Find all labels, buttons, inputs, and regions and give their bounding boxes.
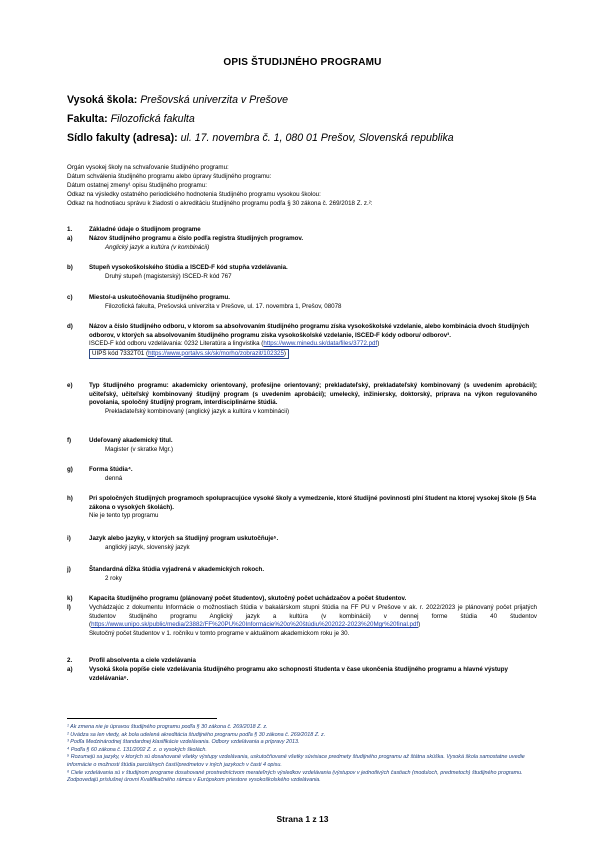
seat-line <box>67 132 454 144</box>
meta-line: Dátum ostatnej zmeny¹ opisu študijného programu: <box>67 182 207 189</box>
page-title: OPIS ŠTUDIJNÉHO PROGRAMU <box>223 57 382 68</box>
item-title: Jazyk alebo jazyky, v ktorých sa študijný program uskutočňuje⁵. <box>89 535 279 542</box>
capacity-close: ) <box>418 621 421 629</box>
seat-label: Sídlo fakulty (adresa): <box>67 132 181 144</box>
item-title: Miesto/-a uskutočňovania študijného programu. <box>89 294 230 301</box>
item-f <box>67 437 537 454</box>
section-title: Profil absolventa a ciele vzdelávania <box>89 657 196 664</box>
item-letter: d) <box>67 323 73 330</box>
meta-line: Dátum schválenia študijného programu alebo úpravy študijného programu: <box>67 173 272 180</box>
item-letter: c) <box>67 294 73 301</box>
item-letter: a) <box>67 235 73 242</box>
faculty-line <box>67 113 195 125</box>
item-k <box>67 595 537 604</box>
school-value: Prešovská univerzita v Prešove <box>140 94 289 106</box>
item-letter: j) <box>67 566 71 573</box>
item-title: Typ študijného programu: akademicky orientovaný, profesijne orientovaný; prekladateľský, prekladateľský kombinovaný (s uvedením aprobácií); učiteľský, učiteľský kombinovaný študijný program (s uvedením aprobácií); umelecký, inžiniersky, doktorský, príprava na výkon regulovaného povolania, spoločný študijný program, interdisciplinárne štúdiá. <box>89 382 537 407</box>
footnotes <box>67 724 547 785</box>
section-number: 1. <box>67 226 73 233</box>
item-letter: b) <box>67 264 73 271</box>
item-value: denná <box>105 474 123 482</box>
item-a <box>67 235 537 252</box>
item-title: Forma štúdia⁴. <box>89 466 133 473</box>
item-value: 2 roky <box>105 574 122 582</box>
item-e <box>67 382 537 416</box>
item-2a <box>67 666 537 683</box>
item-title: Názov a číslo študijného odboru, v ktorom sa absolvovaním študijného programu získa vysokoškolské vzdelanie, alebo kombinácia dvoch študijných odborov, v ktorých sa absolvovaním študijného programu získa vysokoškolské vzdelanie, ISCED-F kódy odboru/ odborov³. <box>89 323 530 339</box>
item-value: Druhý stupeň (magisterský) ISCED-R kód 767 <box>105 272 232 280</box>
school-label: Vysoká škola: <box>67 94 141 106</box>
item-letter: k) <box>67 595 73 602</box>
item-l <box>67 604 537 638</box>
footnote-divider <box>67 718 217 719</box>
item-value: Prekladateľský kombinovaný (anglický jazyk a kultúra v kombinácii) <box>105 407 290 415</box>
footnote: ⁵ Rozumejú sa jazyky, v ktorých sú dosahované všetky výstupy vzdelávania, uskutočňované všetky súvisiace predmety študijného programu až štátna skúška. Vysoká škola samostatne uvedie informácie o možnosti štúdia parciálnych častí/predmetov v iných jazykoch v časti 4 opisu. <box>67 754 525 768</box>
item-title: Kapacita študijného programu (plánovaný počet študentov), skutočný počet uchádzačov a počet študentov. <box>89 595 407 602</box>
capacity-text <box>89 604 537 630</box>
item-i <box>67 535 537 552</box>
meta-line: Orgán vysokej školy na schvaľovanie študijného programu: <box>67 164 229 171</box>
footnote: ² Uvádza sa len vtedy, ak bola udelená akreditácia študijného programu podľa § 30 zákona č. 269/2018 Z. z. <box>67 731 326 738</box>
item-value: Nie je tento typ programu <box>89 512 159 520</box>
school-line <box>67 94 288 106</box>
item-title: Štandardná dĺžka štúdia vyjadrená v akademických rokoch. <box>89 566 265 573</box>
uips-text: UIPŠ kód 7332T01 ( <box>92 349 149 357</box>
capacity-paragraph: Vychádzajúc z dokumentu Informácie o možnostiach štúdia v bakalárskom stupni štúdia na FF PU v Prešove v ak. r. 2022/2023 je plánovaný počet prijatých študentov študijného programu Anglický jazyk a kultúra (v kombinácii) v dennej forme štúdia 40 študentov ( <box>89 604 537 629</box>
section-2-heading <box>67 657 537 666</box>
page-number: Strana 1 z 13 <box>276 814 329 824</box>
item-h <box>67 495 537 521</box>
meta-line: Odkaz na výsledky ostatného periodického hodnotenia študijného programu vysokou školou: <box>67 191 321 198</box>
uips-line <box>89 349 537 360</box>
item-title: Stupeň vysokoškolského štúdia a ISCED-F kód stupňa vzdelávania. <box>89 264 288 271</box>
item-c <box>67 294 537 311</box>
item-title: Pri spoločných študijných programoch spolupracujúce vysoké školy a vymedzenie, ktoré študijné povinnosti plní študent na ktorej vysokej škole (§ 54a zákona o vysokých školách). <box>89 495 537 511</box>
item-letter: e) <box>67 382 73 389</box>
item-letter: f) <box>67 437 72 444</box>
meta-block <box>67 163 373 208</box>
section-1-heading <box>67 226 537 235</box>
isced-text: ISCED-F kód odboru vzdelávania: 0232 Literatúra a lingvistika ( <box>89 340 264 348</box>
footnote: ³ Podľa Medzinárodnej štandardnej klasifikácie vzdelávania. Odbory vzdelávania a prípravy 2013. <box>67 739 300 746</box>
section-number: 2. <box>67 657 73 664</box>
item-d <box>67 323 537 359</box>
item-value: Magister (v skratke Mgr.) <box>105 445 174 453</box>
uips-box: UIPŠ kód 7332T01 (https://www.portalvs.sk/sk/morho/zobrazit/102325) <box>89 349 289 360</box>
item-j <box>67 566 537 583</box>
item-title: Názov študijného programu a číslo podľa registra študijných programov. <box>89 235 304 242</box>
footnote: ⁶ Ciele vzdelávania sú v študijnom programe dosahované prostredníctvom merateľných výsledkov vzdelávania (výstupov v jednotlivých častiach (moduloch, predmetoch) študijného programu. Zodpovedajú príslušnej úrovni Kvalifikačného rámca v Európskom priestore vysokoškolského vzdelávania. <box>67 769 523 784</box>
isced-line: ISCED-F kód odboru vzdelávania: 0232 Literatúra a lingvistika (https://www.minedu.sk/data/files/3772.pdf) <box>89 340 380 348</box>
item-value: Filozofická fakulta, Prešovská univerzita v Prešove, ul. 17. novembra 1, Prešov, 08078 <box>105 302 342 310</box>
item-value: anglický jazyk, slovenský jazyk <box>105 543 190 551</box>
faculty-label: Fakulta: <box>67 113 111 125</box>
footnote: ¹ Ak zmena nie je úpravou študijného programu podľa § 30 zákona č. 269/2018 Z. z. <box>67 724 268 730</box>
item-b <box>67 264 537 281</box>
section-title: Základné údaje o študijnom programe <box>89 226 201 233</box>
capacity-link[interactable]: https://www.unipo.sk/public/media/23882/FF%20PU%20Informácie%20o%20štúdiu%202022-2023%20Mgr%20final.pdf <box>91 621 419 629</box>
faculty-value: Filozofická fakulta <box>110 113 195 125</box>
isced-link[interactable]: https://www.minedu.sk/data/files/3772.pdf <box>263 340 378 348</box>
item-title: Vysoká škola popíše ciele vzdelávania študijného programu ako schopnosti študenta v čase ukončenia študijného programu a hlavné výstupy vzdelávania⁶. <box>89 666 508 682</box>
item-letter: i) <box>67 535 71 542</box>
meta-line: Odkaz na hodnotiacu správu k žiadosti o akreditáciu študijného programu podľa § 30 zákona č. 269/2018 Z. z.²: <box>67 200 373 207</box>
item-letter: h) <box>67 495 73 502</box>
item-letter: a) <box>67 666 73 673</box>
item-value: Anglický jazyk a kultúra (v kombinácii) <box>105 243 210 251</box>
item-g <box>67 466 537 483</box>
item-title: Udeľovaný akademický titul. <box>89 437 173 444</box>
footnote: ⁴ Podľa § 60 zákona č. 131/2002 Z. z. o vysokých školách. <box>67 746 207 753</box>
uips-link[interactable]: https://www.portalvs.sk/sk/morho/zobrazit/102325 <box>148 349 284 357</box>
item-value: Skutočný počet študentov v 1. ročníku v tomto programe v aktuálnom akademickom roku je 30. <box>89 629 350 637</box>
seat-value: ul. 17. novembra č. 1, 080 01 Prešov, Slovenská republika <box>180 132 454 144</box>
item-letter: l) <box>67 604 71 611</box>
item-letter: g) <box>67 466 73 473</box>
